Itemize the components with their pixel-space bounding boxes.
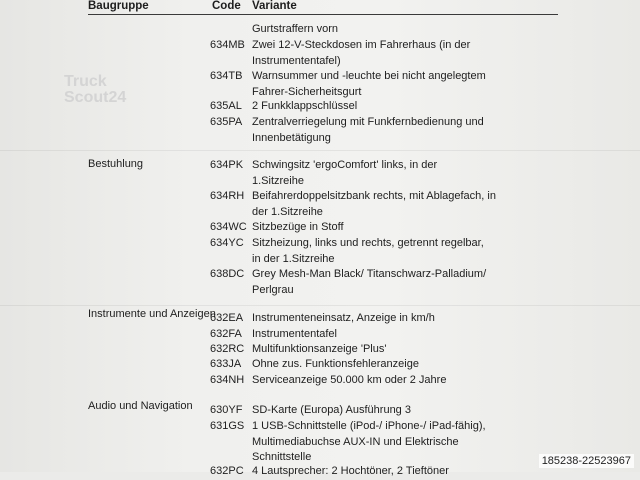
description-line: Multimediabuchse AUX-IN und Elektrische (252, 435, 459, 448)
header-code: Code (212, 0, 241, 12)
description-line: Serviceanzeige 50.000 km oder 2 Jahre (252, 374, 447, 386)
paper-fold (0, 305, 640, 306)
description-line: Schwingsitz 'ergoComfort' links, in der (252, 159, 438, 171)
variant-description (252, 403, 512, 419)
header-rule (88, 14, 558, 15)
group-label: Audio und Navigation (88, 400, 193, 412)
description-line: 2 Funkklappschlüssel (252, 100, 358, 112)
description-line: Perlgrau (252, 283, 294, 296)
variant-code: 634PK (210, 159, 244, 171)
header-group: Baugruppe (88, 0, 149, 12)
variant-code: 633JA (210, 358, 242, 370)
description-line: SD-Karte (Europa) Ausführung 3 (252, 404, 411, 416)
variant-code: 634NH (210, 374, 245, 386)
variant-code: 635PA (210, 116, 243, 128)
description-line: 1 USB-Schnittstelle (iPod-/ iPhone-/ iPad-fähig), (252, 420, 486, 432)
description-line: Sitzheizung, links und rechts, getrennt regelbar, (252, 237, 484, 249)
variant-code: 634YC (210, 237, 244, 249)
description-line: Innenbetätigung (252, 131, 331, 144)
variant-description (252, 38, 512, 69)
variant-code: 635AL (210, 100, 242, 112)
variant-description (252, 99, 512, 115)
description-line: 1.Sitzreihe (252, 174, 304, 187)
variant-description (252, 357, 512, 373)
description-line: Warnsummer und -leuchte bei nicht angelegtem (252, 70, 486, 82)
description-line: Instrumententafel (252, 328, 337, 340)
variant-code: 638DC (210, 268, 245, 280)
description-line: Sitzbezüge in Stoff (252, 221, 344, 233)
variant-description (252, 236, 512, 267)
description-line: Zentralverriegelung mit Funkfernbedienung und (252, 116, 484, 128)
variant-description (252, 327, 512, 343)
variant-description (252, 267, 512, 298)
watermark (64, 74, 126, 106)
group-label: Instrumente und Anzeigen (88, 308, 216, 320)
header-variant: Variante (252, 0, 297, 12)
description-line: Schnittstelle (252, 451, 312, 463)
variant-code: 634TB (210, 70, 243, 82)
description-line: Grey Mesh-Man Black/ Titanschwarz-Palladium/ (252, 268, 487, 280)
description-line: Instrumenteneinsatz, Anzeige in km/h (252, 312, 435, 324)
document-id-stamp: 185238-22523967 (539, 454, 634, 468)
variant-description (252, 22, 512, 38)
variant-description (252, 158, 512, 189)
variant-code: 634WC (210, 221, 247, 233)
description-line: der 1.Sitzreihe (252, 205, 323, 218)
description-line: Zwei 12-V-Steckdosen im Fahrerhaus (in der (252, 39, 471, 51)
description-line: Gurtstraffern vorn (252, 23, 338, 35)
variant-code: 632EA (210, 312, 244, 324)
description-line: in der 1.Sitzreihe (252, 252, 335, 265)
description-line: Multifunktionsanzeige 'Plus' (252, 343, 387, 355)
watermark-line: Truck (64, 73, 107, 90)
variant-code: 631GS (210, 420, 245, 432)
variant-description (252, 342, 512, 358)
variant-description (252, 115, 512, 146)
variant-code: 632FA (210, 328, 242, 340)
variant-description (252, 311, 512, 327)
variant-code: 630YF (210, 404, 243, 416)
description-line: Beifahrerdoppelsitzbank rechts, mit Ablagefach, in (252, 190, 496, 202)
variant-description (252, 373, 512, 389)
variant-description (252, 419, 512, 466)
variant-description (252, 69, 512, 100)
description-line: Ohne zus. Funktionsfehleranzeige (252, 358, 419, 370)
group-label: Bestuhlung (88, 158, 144, 170)
watermark-line: Scout24 (64, 89, 127, 106)
variant-code: 632PC (210, 465, 244, 477)
description-line: Instrumententafel) (252, 54, 341, 67)
variant-description (252, 220, 512, 236)
paper-fold (0, 150, 640, 151)
variant-code: 634RH (210, 190, 245, 202)
description-line: 4 Lautsprecher: 2 Hochtöner, 2 Tieftöner (252, 465, 449, 477)
variant-code: 632RC (210, 343, 245, 355)
variant-description (252, 189, 512, 220)
variant-code: 634MB (210, 39, 245, 51)
description-line: Fahrer-Sicherheitsgurt (252, 85, 362, 98)
